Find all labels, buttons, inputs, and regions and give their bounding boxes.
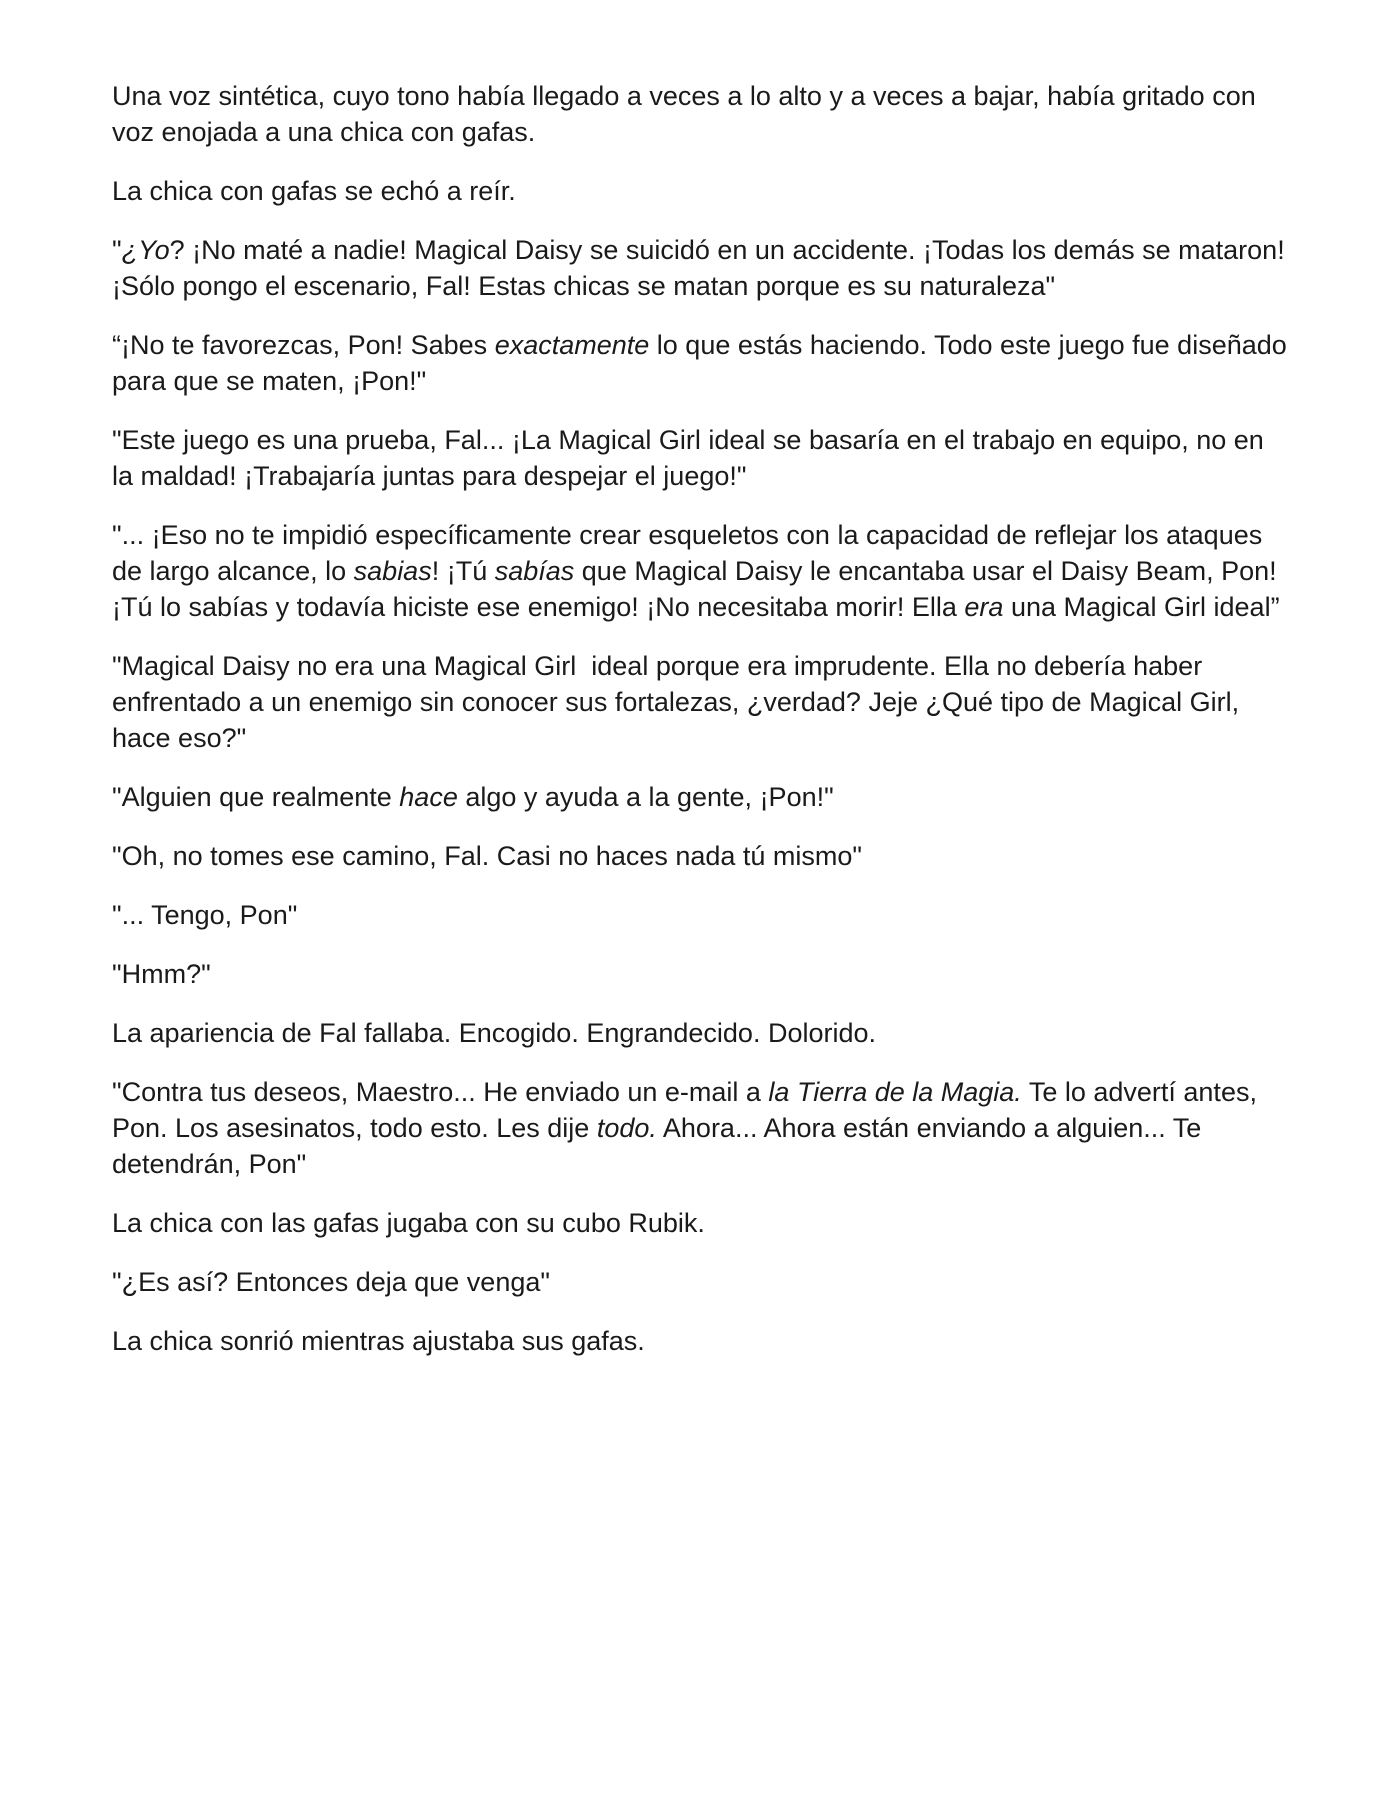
paragraph-text: Te lo advertí antes, Pon. Los asesinatos, todo esto. Les dije bbox=[112, 1077, 1265, 1143]
paragraph-text: ? ¡No maté a nadie! Magical Daisy se suicidó en un accidente. ¡Todas los demás se mataron! ¡Sólo pongo el escenario, Fal! Estas chicas se matan porque es su naturaleza" bbox=[112, 235, 1293, 301]
paragraph-text: La chica con gafas se echó a reír. bbox=[112, 176, 516, 206]
paragraph bbox=[112, 1205, 1292, 1241]
italic-text: ¿Yo bbox=[121, 235, 170, 265]
paragraph bbox=[112, 517, 1292, 625]
paragraph bbox=[112, 1015, 1292, 1051]
paragraph bbox=[112, 1264, 1292, 1300]
paragraph-text: "Contra tus deseos, Maestro... He enviado un e-mail a bbox=[112, 1077, 769, 1107]
paragraph bbox=[112, 327, 1295, 399]
paragraph-text: "Oh, no tomes ese camino, Fal. Casi no haces nada tú mismo" bbox=[112, 841, 863, 871]
paragraph bbox=[112, 897, 1292, 933]
italic-text: hace bbox=[399, 782, 458, 812]
paragraph-text: “¡No te favorezcas, Pon! Sabes bbox=[112, 330, 495, 360]
paragraph-text: "¿Es así? Entonces deja que venga" bbox=[112, 1267, 550, 1297]
paragraph-text: una Magical Girl ideal” bbox=[1003, 592, 1280, 622]
italic-text: sabias bbox=[353, 556, 432, 586]
italic-text: sabías bbox=[494, 556, 575, 586]
paragraph bbox=[112, 956, 1292, 992]
paragraph-text: algo y ayuda a la gente, ¡Pon!" bbox=[457, 782, 834, 812]
paragraph-text: "... Tengo, Pon" bbox=[112, 900, 298, 930]
paragraph-text: que Magical Daisy le encantaba usar el Daisy Beam, Pon! ¡Tú lo sabías y todavía hiciste ese enemigo! ¡No necesitaba morir! Ella bbox=[112, 556, 1285, 622]
paragraph bbox=[112, 648, 1292, 756]
paragraph bbox=[112, 779, 1292, 815]
paragraph-text: ! ¡Tú bbox=[431, 556, 495, 586]
paragraph-text: Una voz sintética, cuyo tono había llegado a veces a lo alto y a veces a bajar, había gritado con voz enojada a una chica con gafas. bbox=[112, 81, 1264, 147]
paragraph bbox=[112, 422, 1292, 494]
paragraph bbox=[112, 78, 1292, 150]
paragraph-text: "Alguien que realmente bbox=[112, 782, 400, 812]
paragraph-text: La chica con las gafas jugaba con su cubo Rubik. bbox=[112, 1208, 705, 1238]
paragraph-text: La apariencia de Fal fallaba. Encogido. Engrandecido. Dolorido. bbox=[112, 1018, 877, 1048]
paragraph-text: " bbox=[112, 235, 122, 265]
paragraph bbox=[112, 232, 1292, 304]
paragraph-text: "... ¡Eso no te impidió específicamente crear esqueletos con la capacidad de reflejar los ataques de largo alcance, lo bbox=[112, 520, 1270, 586]
paragraph bbox=[112, 1323, 1292, 1359]
paragraph-text: Ahora... Ahora están enviando a alguien... Te detendrán, Pon" bbox=[112, 1113, 1209, 1179]
paragraph-text: lo que estás haciendo. Todo este juego fue diseñado para que se maten, ¡Pon!" bbox=[112, 330, 1295, 396]
italic-text: todo. bbox=[596, 1113, 657, 1143]
italic-text: exactamente bbox=[494, 330, 650, 360]
paragraph-text: "Hmm?" bbox=[112, 959, 211, 989]
paragraph-text: "Magical Daisy no era una Magical Girl ideal porque era imprudente. Ella no debería haber enfrentado a un enemigo sin conocer sus fortalezas, ¿verdad? Jeje ¿Qué tipo de Magical Girl, hace eso?" bbox=[112, 651, 1247, 753]
paragraph-text: "Este juego es una prueba, Fal... ¡La Magical Girl ideal se basaría en el trabajo en equipo, no en la maldad! ¡Trabajaría juntas para despejar el juego!" bbox=[112, 425, 1272, 491]
paragraph bbox=[112, 173, 1292, 209]
paragraph-text: La chica sonrió mientras ajustaba sus gafas. bbox=[112, 1326, 645, 1356]
italic-text: la Tierra de la Magia. bbox=[768, 1077, 1022, 1107]
paragraph bbox=[112, 1074, 1292, 1182]
italic-text: era bbox=[964, 592, 1004, 622]
paragraph bbox=[112, 838, 1292, 874]
document-page bbox=[112, 78, 1295, 1382]
